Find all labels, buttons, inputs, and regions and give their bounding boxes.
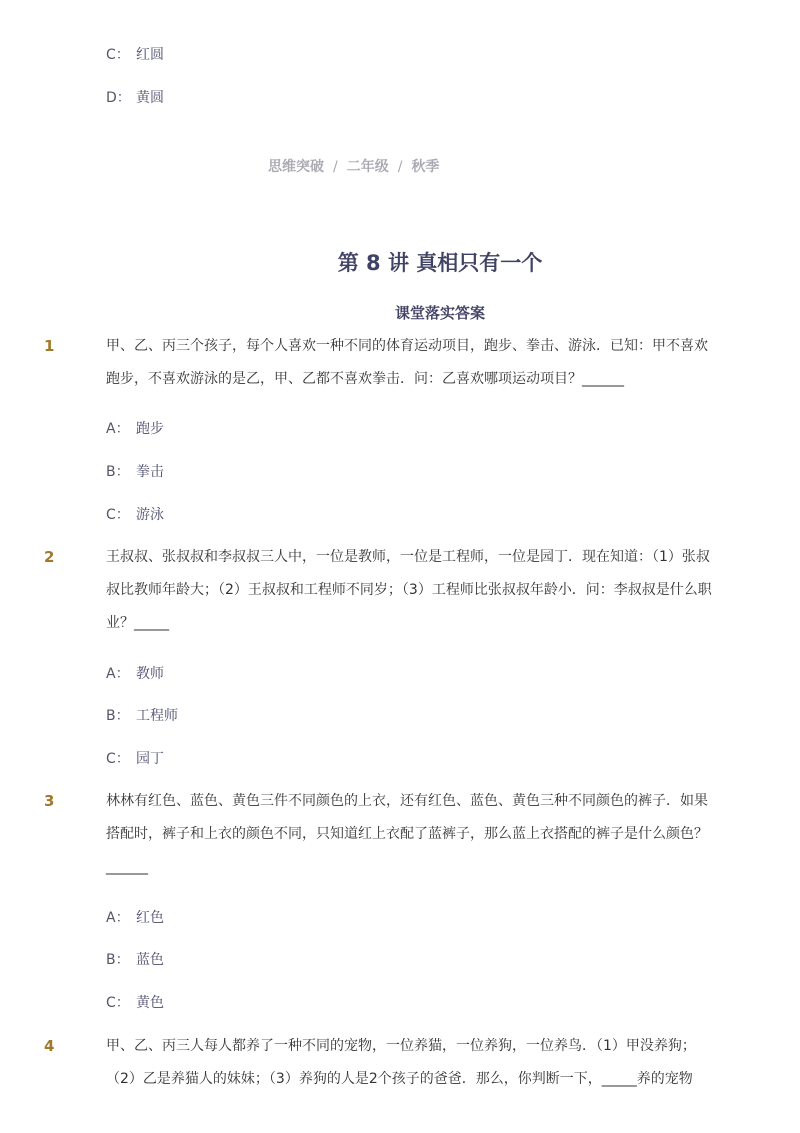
breadcrumb-item-subject: 思维突破 bbox=[268, 159, 324, 175]
option-text: 黄圆 bbox=[136, 90, 164, 106]
option-letter: A： bbox=[106, 910, 130, 926]
question-option bbox=[106, 950, 164, 970]
option-letter: D： bbox=[106, 90, 131, 106]
option-text: 工程师 bbox=[136, 708, 178, 724]
option-c bbox=[106, 45, 164, 65]
option-letter: A： bbox=[106, 666, 130, 682]
question-option bbox=[106, 462, 164, 482]
option-letter: C： bbox=[106, 47, 130, 63]
option-d bbox=[106, 88, 164, 108]
option-letter: A： bbox=[106, 421, 130, 437]
question-option bbox=[106, 993, 164, 1013]
option-text: 红圆 bbox=[136, 47, 164, 63]
question-number: 4 bbox=[44, 1037, 55, 1055]
option-text: 红色 bbox=[136, 910, 164, 926]
breadcrumb-separator: / bbox=[397, 159, 403, 175]
option-text: 游泳 bbox=[136, 507, 164, 523]
option-letter: B： bbox=[106, 952, 130, 968]
question-option bbox=[106, 419, 164, 439]
option-letter: C： bbox=[106, 751, 130, 767]
section-subtitle: 课堂落实答案 bbox=[394, 304, 485, 322]
option-letter: B： bbox=[106, 464, 130, 480]
option-letter: B： bbox=[106, 708, 130, 724]
breadcrumb bbox=[268, 156, 439, 176]
option-text: 黄色 bbox=[136, 995, 164, 1011]
question-option bbox=[106, 664, 164, 684]
option-text: 园丁 bbox=[136, 751, 164, 767]
question-number: 1 bbox=[44, 337, 55, 355]
option-text: 拳击 bbox=[136, 464, 164, 480]
option-letter: C： bbox=[106, 995, 130, 1011]
option-letter: C： bbox=[106, 507, 130, 523]
breadcrumb-separator: / bbox=[333, 159, 338, 175]
option-text: 跑步 bbox=[136, 421, 164, 437]
breadcrumb-item-grade: 二年级 bbox=[346, 159, 389, 175]
question-option bbox=[106, 908, 164, 928]
question-number: 3 bbox=[44, 792, 55, 810]
question-number: 2 bbox=[44, 548, 55, 566]
question-option bbox=[106, 749, 164, 769]
option-text: 蓝色 bbox=[136, 952, 164, 968]
question-text: 王叔叔、张叔叔和李叔叔三人中，一位是教师，一位是工程师，一位是园丁．现在知道：（1）张叔叔比教师年龄大；（2）王叔叔和工程师不同岁；（3）工程师比张叔叔年龄小．问：李叔叔是什么职业？_____ bbox=[106, 549, 712, 631]
lecture-title: 第 8 讲 真相只有一个 bbox=[337, 251, 543, 275]
question-option bbox=[106, 706, 178, 726]
question-option bbox=[106, 505, 164, 525]
breadcrumb-item-season: 秋季 bbox=[411, 159, 440, 175]
option-text: 教师 bbox=[136, 666, 164, 682]
question-text: 林林有红色、蓝色、黄色三件不同颜色的上衣，还有红色、蓝色、黄色三种不同颜色的裤子．如果搭配时，裤子和上衣的颜色不同，只知道红上衣配了蓝裤子，那么蓝上衣搭配的裤子是什么颜色？______ bbox=[106, 793, 708, 875]
question-text: 甲、乙、丙三个孩子，每个人喜欢一种不同的体育运动项目，跑步、拳击、游泳．已知：甲不喜欢跑步，不喜欢游泳的是乙，甲、乙都不喜欢拳击．问：乙喜欢哪项运动项目？______ bbox=[106, 338, 708, 387]
question-text: 甲、乙、丙三人每人都养了一种不同的宠物，一位养猫，一位养狗，一位养鸟．（1）甲没养狗；（2）乙是养猫人的妹妹；（3）养狗的人是2个孩子的爸爸．那么，你判断一下，_____养的宠物 bbox=[106, 1038, 696, 1087]
